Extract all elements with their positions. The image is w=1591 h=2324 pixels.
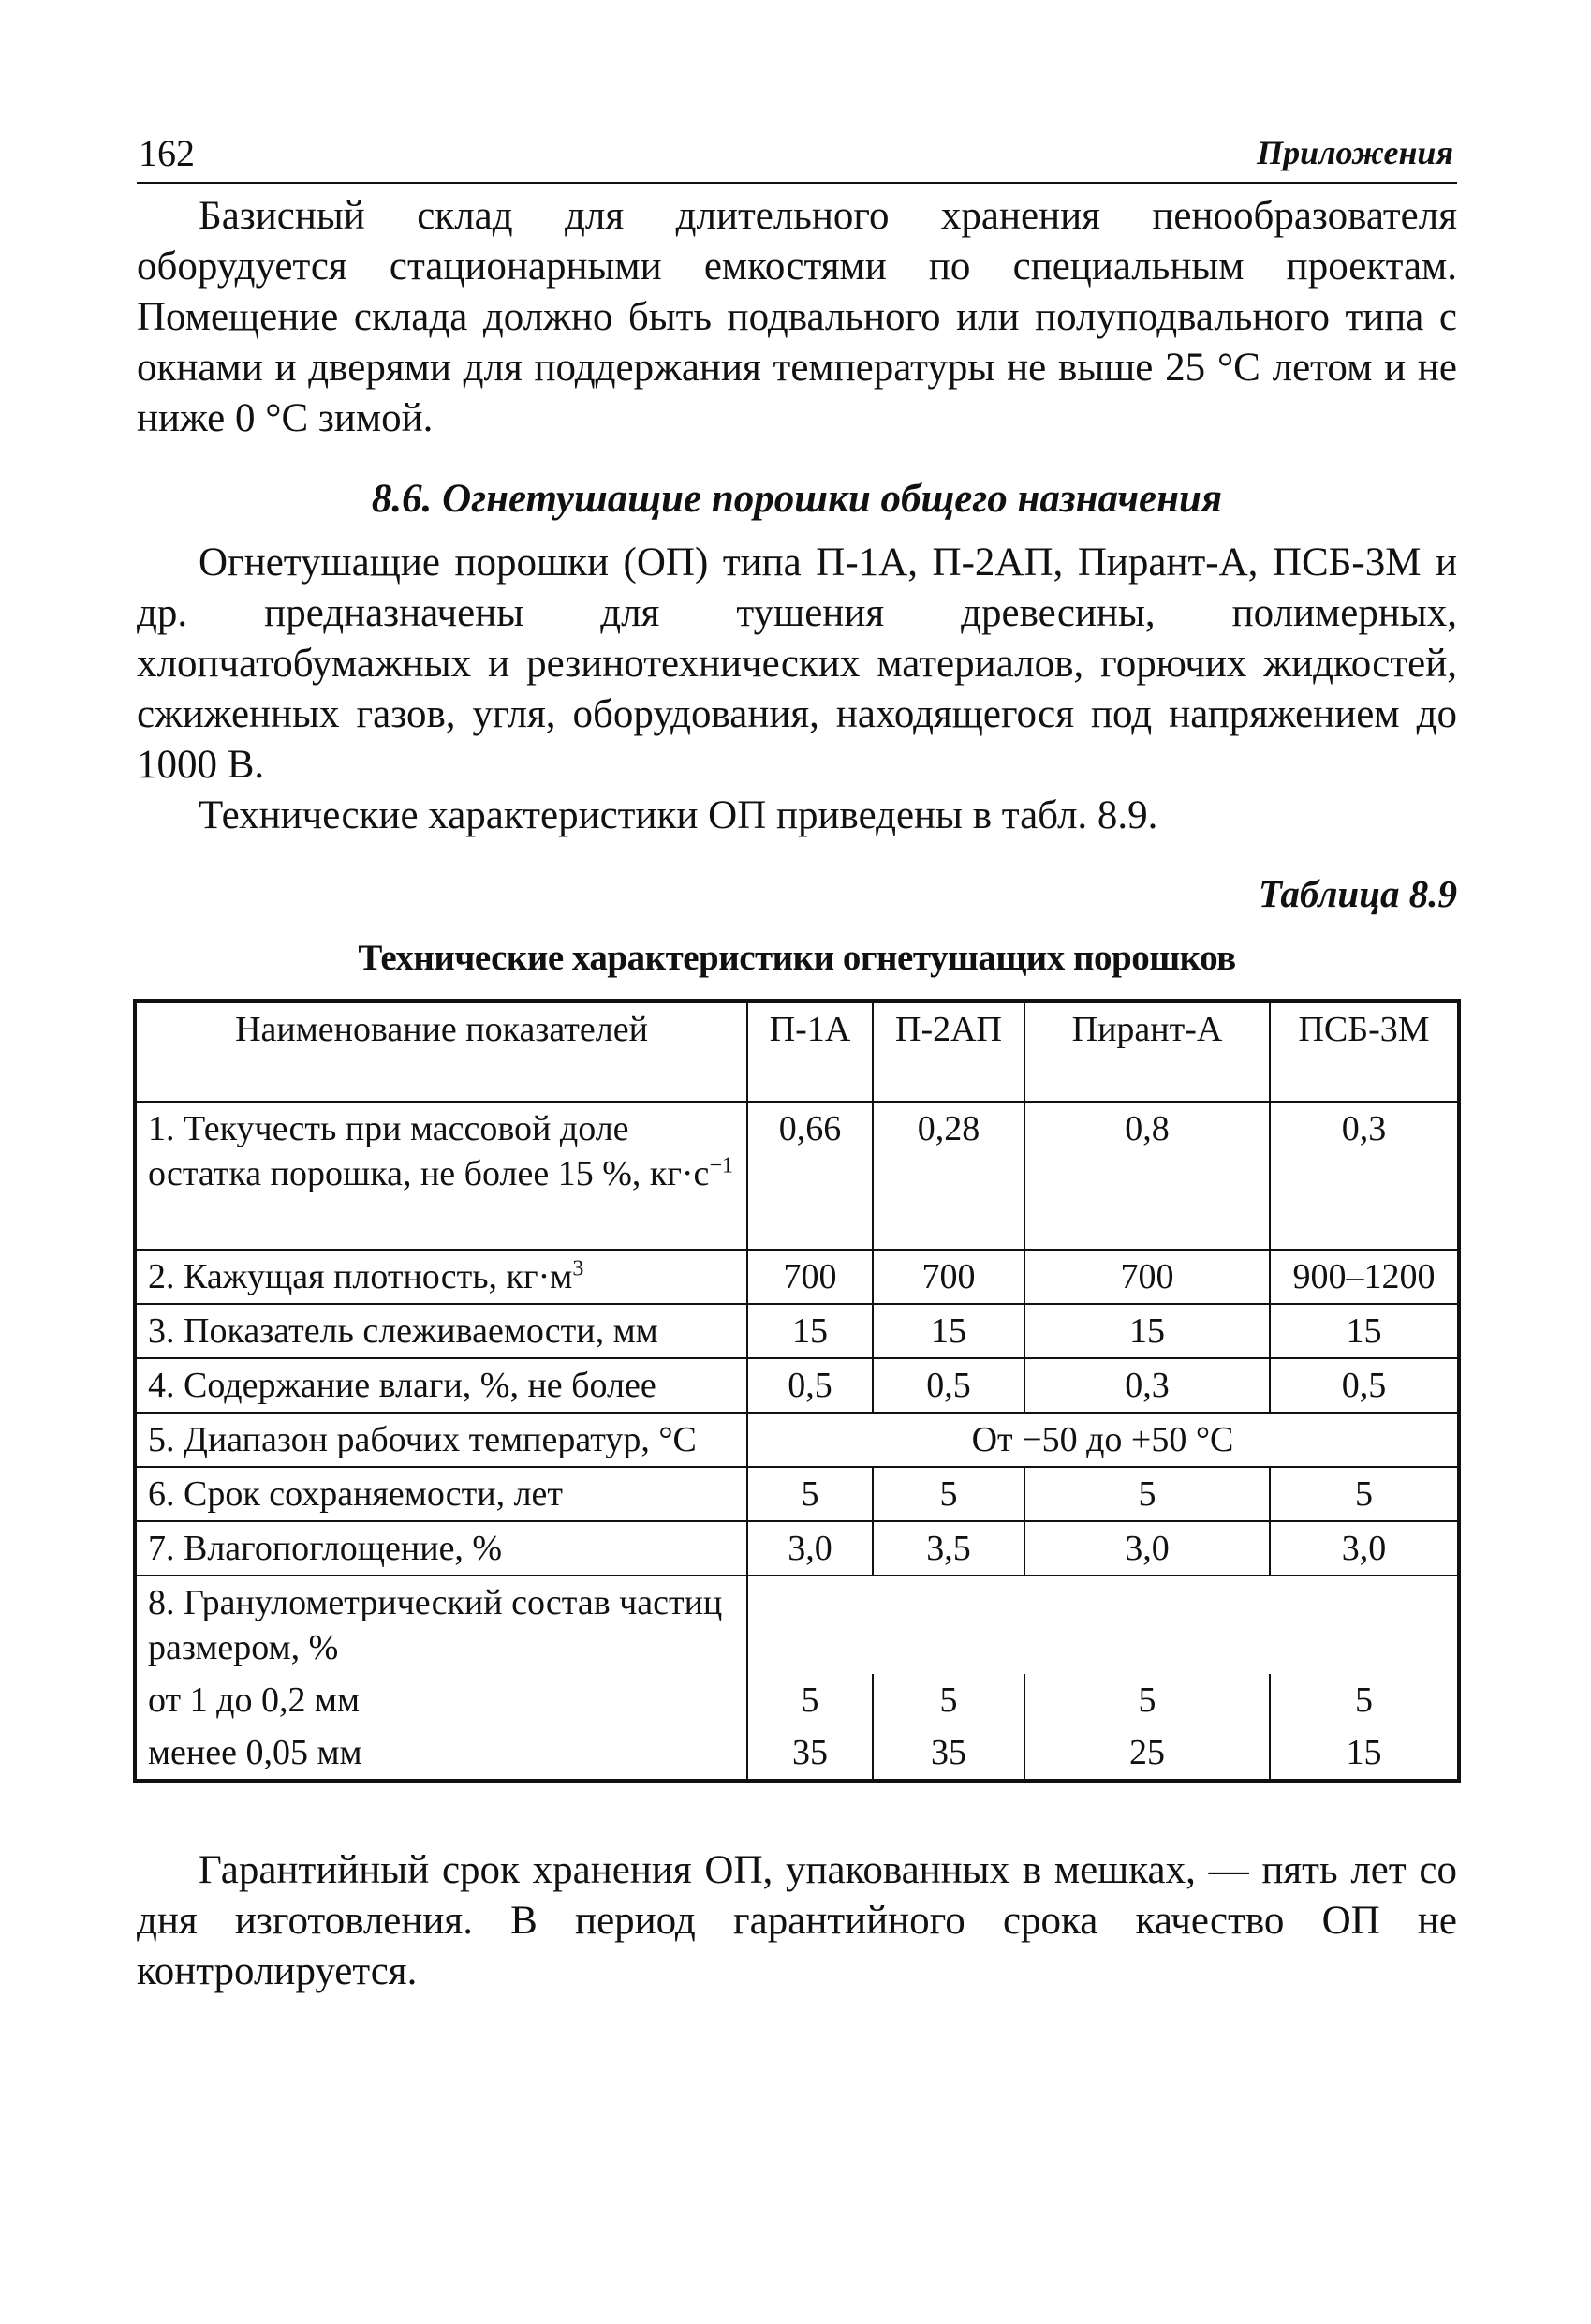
table-cell xyxy=(747,1576,1459,1674)
table-row xyxy=(135,1726,1459,1781)
table-cell: 5 xyxy=(1270,1674,1459,1726)
table-cell: 900–1200 xyxy=(1270,1250,1459,1304)
table-cell: 5 xyxy=(1024,1467,1270,1521)
table-cell: 3,0 xyxy=(1024,1521,1270,1576)
running-head xyxy=(137,124,1457,184)
row-label: 6. Срок сохраняемости, лет xyxy=(135,1467,747,1521)
table-cell: 3,0 xyxy=(1270,1521,1459,1576)
row-label: 1. Текучесть при массовой доле остатка порошка, не более 15 %, $кг\cdot с^{-1}$ xyxy=(135,1102,747,1250)
table-row xyxy=(135,1413,1459,1467)
table-header-row xyxy=(135,1001,1459,1102)
intro-text xyxy=(137,191,1457,444)
table-cell: 25 xyxy=(1024,1726,1270,1781)
sub-row-label: менее 0,05 мм xyxy=(135,1726,747,1781)
column-header: ПСБ-3М xyxy=(1270,1001,1459,1102)
column-header: Наименование показателей xyxy=(135,1001,747,1102)
table-cell: 700 xyxy=(1024,1250,1270,1304)
table-label: Таблица 8.9 xyxy=(1258,872,1457,915)
table-cell: 15 xyxy=(747,1304,873,1358)
table-cell: 5 xyxy=(873,1674,1024,1726)
row-label: 3. Показатель слеживаемости, мм xyxy=(135,1304,747,1358)
table-cell: 15 xyxy=(1270,1726,1459,1781)
table-cell: 0,5 xyxy=(873,1358,1024,1413)
table-cell: 0,5 xyxy=(747,1358,873,1413)
closing-paragraph: Гарантийный срок хранения ОП, упакованных в мешках, — пять лет со дня изготовления. В период гарантийного срока качество ОП не контролируется. xyxy=(137,1848,1457,1993)
table-row xyxy=(135,1304,1459,1358)
row-label: 5. Диапазон рабочих температур, °С xyxy=(135,1413,747,1467)
table-cell: 15 xyxy=(873,1304,1024,1358)
running-head-section: Приложения xyxy=(1257,134,1453,171)
section-text xyxy=(137,538,1457,841)
table-cell: 3,0 xyxy=(747,1521,873,1576)
table-cell: 0,8 xyxy=(1024,1102,1270,1250)
row-label: 8. Гранулометрический состав частиц размером, % xyxy=(135,1576,747,1674)
row-label: 4. Содержание влаги, %, не более xyxy=(135,1358,747,1413)
table-row xyxy=(135,1358,1459,1413)
column-header: П-2АП xyxy=(873,1001,1024,1102)
table-row xyxy=(135,1576,1459,1674)
merged-cell: От −50 до +50 °С xyxy=(747,1413,1459,1467)
table-row xyxy=(135,1674,1459,1726)
section-heading: 8.6. Огнетушащие порошки общего назначения xyxy=(371,477,1223,521)
table-cell: 15 xyxy=(1024,1304,1270,1358)
table-cell: 35 xyxy=(747,1726,873,1781)
column-header: Пирант-А xyxy=(1024,1001,1270,1102)
table-cell: 5 xyxy=(873,1467,1024,1521)
column-header: П-1А xyxy=(747,1001,873,1102)
table-cell: 0,66 xyxy=(747,1102,873,1250)
intro-paragraph: Базисный склад для длительного хранения пенообразователя оборудуется стационарными емкостями по специальным проектам. Помещение склада должно быть подвального или полуподвального типа с окнами и дверями для поддержания температуры не выше 25 °С летом и не ниже 0 °С зимой. xyxy=(137,194,1457,440)
table-row xyxy=(135,1102,1459,1250)
properties-table xyxy=(133,999,1461,1783)
table-cell: 700 xyxy=(873,1250,1024,1304)
table-title: Технические характеристики огнетушащих порошков xyxy=(358,938,1236,978)
table-row xyxy=(135,1521,1459,1576)
table-cell: 5 xyxy=(747,1674,873,1726)
table-cell: 0,5 xyxy=(1270,1358,1459,1413)
table-cell: 700 xyxy=(747,1250,873,1304)
table-cell: 5 xyxy=(1024,1674,1270,1726)
table-cell: 0,3 xyxy=(1270,1102,1459,1250)
row-label: 7. Влагопоглощение, % xyxy=(135,1521,747,1576)
table-cell: 35 xyxy=(873,1726,1024,1781)
table-cell: 0,3 xyxy=(1024,1358,1270,1413)
row-label: 2. Кажущая плотность, $кг\cdot м^3$ xyxy=(135,1250,747,1304)
section-paragraph-1: Огнетушащие порошки (ОП) типа П-1А, П-2АП, Пирант-А, ПСБ-3М и др. предназначены для тушения древесины, полимерных, хлопчатобумажных и резинотехнических материалов, горючих жидкостей, сжиженных газов, угля, оборудования, находящегося под напряжением до 1000 В. xyxy=(137,540,1457,787)
page-number: 162 xyxy=(139,132,195,174)
table-row xyxy=(135,1250,1459,1304)
closing-text xyxy=(137,1845,1457,1997)
table-cell: 5 xyxy=(1270,1467,1459,1521)
table-cell: 5 xyxy=(747,1467,873,1521)
section-paragraph-2: Технические характеристики ОП приведены в табл. 8.9. xyxy=(199,793,1158,837)
sub-row-label: от 1 до 0,2 мм xyxy=(135,1674,747,1726)
table-cell: 3,5 xyxy=(873,1521,1024,1576)
table-row xyxy=(135,1467,1459,1521)
table-cell: 0,28 xyxy=(873,1102,1024,1250)
table-cell: 15 xyxy=(1270,1304,1459,1358)
